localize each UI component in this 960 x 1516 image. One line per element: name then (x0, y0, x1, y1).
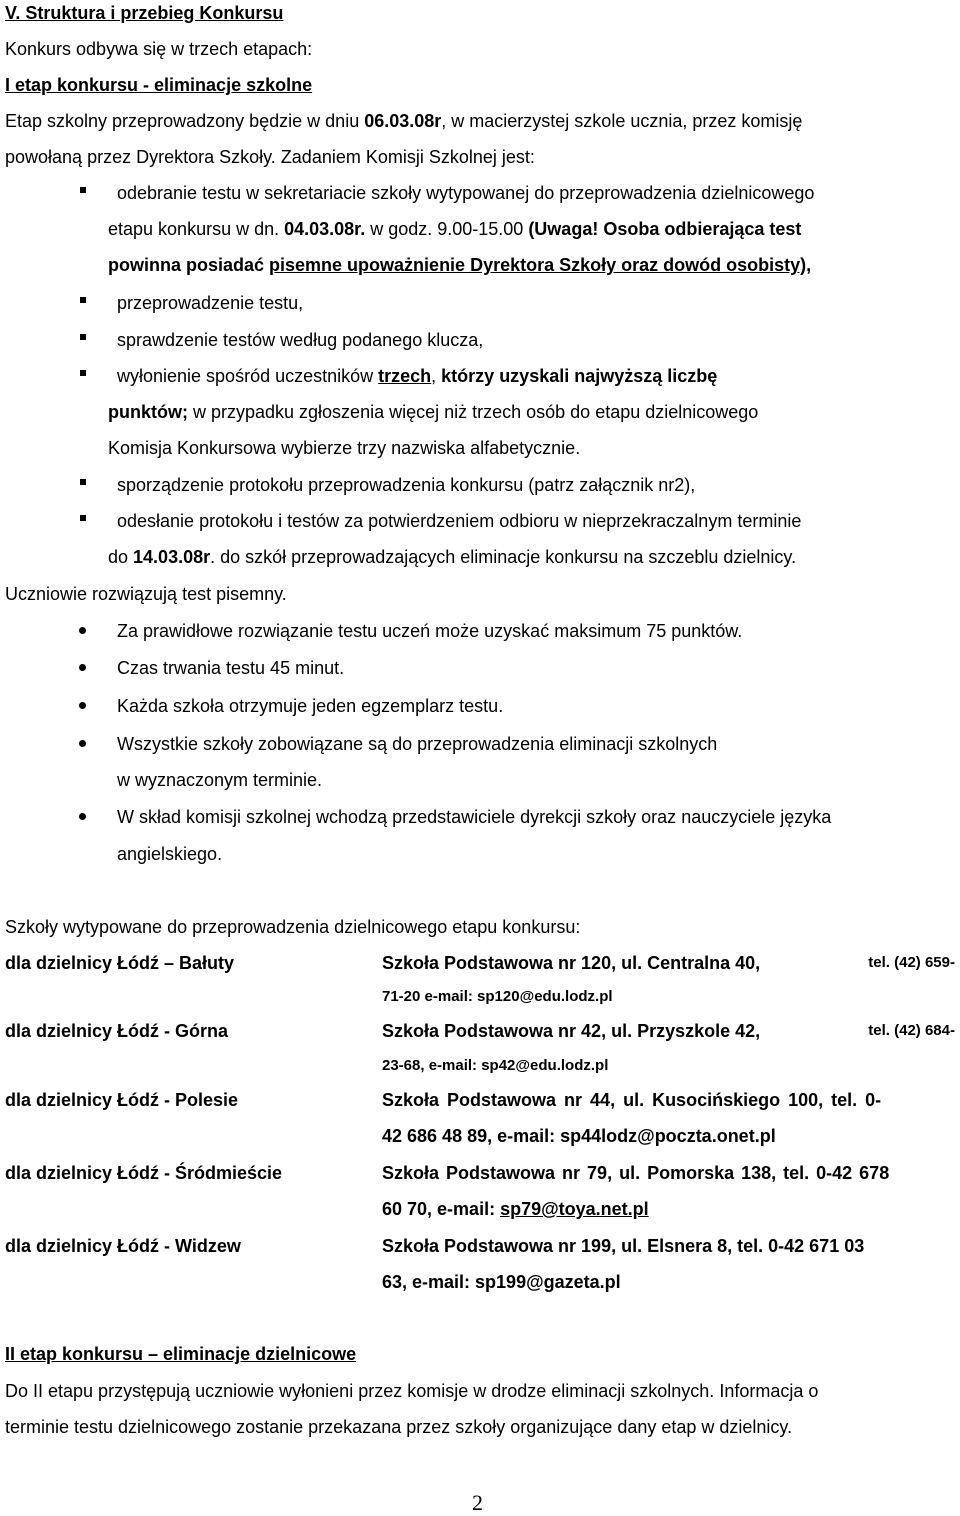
bullet-item-pickup: odebranie testu w sekretariacie szkoły wytypowanej do przeprowadzenia dzielnicowego (117, 183, 815, 203)
stage1-paragraph-line1: Etap szkolny przeprowadzony będzie w dniu 06.03.08r, w macierzystej szkole ucznia, przez komisję (5, 111, 803, 131)
square-bullet-icon (80, 515, 86, 521)
bullet-item-pickup-line2: etapu konkursu w dn. 04.03.08r. w godz. 9.00-15.00 (Uwaga! Osoba odbierająca test (108, 219, 802, 239)
school-contact: 23-68, e-mail: sp42@edu.lodz.pl (382, 1057, 609, 1074)
school-address: Szkoła Podstawowa nr 42, ul. Przyszkole 42, tel. (42) 684- (382, 1021, 955, 1041)
bullet-item-select-line3: Komisja Konkursowa wybierze trzy nazwiska alfabetycznie. (108, 438, 581, 458)
square-bullet-icon (80, 334, 86, 340)
square-bullet-icon (80, 297, 86, 303)
bullet-item-send: odesłanie protokołu i testów za potwierdzeniem odbioru w nieprzekraczalnym terminie (117, 511, 802, 531)
stage1-date: 06.03.08r (364, 111, 442, 131)
intro-text: Konkurs odbywa się w trzech etapach: (5, 39, 313, 59)
school-address: Szkoła Podstawowa nr 199, ul. Elsnera 8, tel. 0-42 671 03 (382, 1236, 865, 1256)
dot-item-commission: W skład komisji szkolnej wchodzą przedstawiciele dyrekcji szkoły oraz nauczyciele języka (117, 807, 832, 827)
round-bullet-icon (79, 664, 86, 671)
bullet-item-check: sprawdzenie testów według podanego klucza, (117, 330, 484, 350)
school-district: dla dzielnicy Łódź - Śródmieście (5, 1163, 283, 1183)
bullet-item-protocol: sporządzenie protokołu przeprowadzenia konkursu (patrz załącznik nr2), (117, 475, 696, 495)
school-contact: 42 686 48 89, e-mail: sp44lodz@poczta.onet.pl (382, 1126, 776, 1146)
round-bullet-icon (79, 740, 86, 747)
square-bullet-icon (80, 479, 86, 485)
school-address: Szkoła Podstawowa nr 44, ul. Kusocińskiego 100, tel. 0- (382, 1090, 882, 1110)
dot-item-copy: Każda szkoła otrzymuje jeden egzemplarz testu. (117, 696, 504, 716)
dot-item-duration: Czas trwania testu 45 minut. (117, 658, 345, 678)
bullet-item-select-line2: punktów; w przypadku zgłoszenia więcej niż trzech osób do etapu dzielnicowego (108, 402, 759, 422)
school-contact: 71-20 e-mail: sp120@edu.lodz.pl (382, 988, 613, 1005)
school-contact: 63, e-mail: sp199@gazeta.pl (382, 1272, 621, 1292)
bullet-item-pickup-line3: powinna posiadać pisemne upoważnienie Dyrektora Szkoły oraz dowód osobisty), (108, 255, 812, 275)
bullet-item-conduct: przeprowadzenie testu, (117, 293, 304, 313)
school-address: Szkoła Podstawowa nr 79, ul. Pomorska 138, tel. 0-42 678 (382, 1163, 890, 1183)
round-bullet-icon (79, 702, 86, 709)
stage2-heading: II etap konkursu – eliminacje dzielnicowe (5, 1344, 357, 1364)
school-district: dla dzielnicy Łódź – Bałuty (5, 953, 235, 973)
dot-item-schools-line2: w wyznaczonym terminie. (117, 770, 323, 790)
dot-item-points: Za prawidłowe rozwiązanie testu uczeń może uzyskać maksimum 75 punktów. (117, 621, 743, 641)
schools-intro: Szkoły wytypowane do przeprowadzenia dzielnicowego etapu konkursu: (5, 917, 581, 937)
dot-item-commission-line2: angielskiego. (117, 844, 223, 864)
square-bullet-icon (80, 187, 86, 193)
school-contact: 60 70, e-mail: sp79@toya.net.pl (382, 1199, 649, 1219)
round-bullet-icon (79, 813, 86, 820)
section-title: V. Struktura i przebieg Konkursu (5, 3, 284, 23)
stage1-heading: I etap konkursu - eliminacje szkolne (5, 75, 313, 95)
stage2-paragraph-line2: terminie testu dzielnicowego zostanie przekazana przez szkoły organizujące dany etap w dzielnicy. (5, 1417, 793, 1437)
school-address: Szkoła Podstawowa nr 120, ul. Centralna 40, tel. (42) 659- (382, 953, 955, 973)
square-bullet-icon (80, 370, 86, 376)
students-text: Uczniowie rozwiązują test pisemny. (5, 584, 287, 604)
page-number: 2 (472, 1490, 483, 1515)
school-district: dla dzielnicy Łódź - Górna (5, 1021, 229, 1041)
dot-item-schools: Wszystkie szkoły zobowiązane są do przeprowadzenia eliminacji szkolnych (117, 734, 718, 754)
bullet-item-send-line2: do 14.03.08r. do szkół przeprowadzających eliminacje konkursu na szczeblu dzielnicy. (108, 547, 797, 567)
bullet-item-select: wyłonienie spośród uczestników trzech, którzy uzyskali najwyższą liczbę (117, 366, 718, 386)
stage2-paragraph-line1: Do II etapu przystępują uczniowie wyłonieni przez komisje w drodze eliminacji szkolnych. Informacja o (5, 1381, 819, 1401)
school-district: dla dzielnicy Łódź - Polesie (5, 1090, 239, 1110)
email-link[interactable]: sp79@toya.net.pl (500, 1199, 649, 1219)
round-bullet-icon (79, 627, 86, 634)
school-district: dla dzielnicy Łódź - Widzew (5, 1236, 241, 1256)
stage1-paragraph-line2: powołaną przez Dyrektora Szkoły. Zadaniem Komisji Szkolnej jest: (5, 147, 535, 167)
